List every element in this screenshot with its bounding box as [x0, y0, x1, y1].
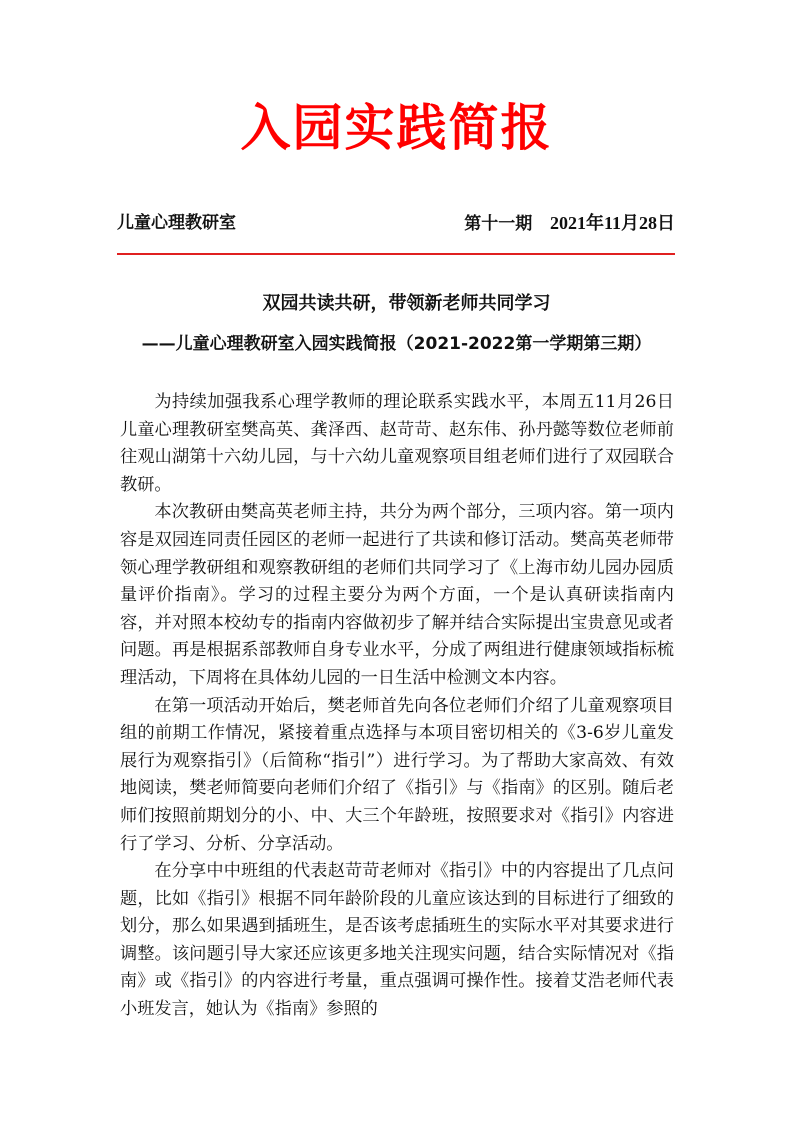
issue-date: 2021年11月28日 [549, 213, 675, 233]
issue-info-row [117, 209, 675, 237]
article-subtitle: ——儿童心理教研室入园实践简报（2021-2022第一学期第三期） [141, 334, 652, 354]
newsletter-masthead: 入园实践简报 [240, 98, 553, 157]
body-paragraph: 为持续加强我系心理学教师的理论联系实践水平，本周五11月26日儿童心理教研室樊高英、龚泽西、赵苛苛、赵东伟、孙丹懿等数位老师前往观山湖第十六幼儿园，与十六幼儿童观察项目组老师们进行了双园联合教研。 [120, 392, 674, 495]
issue-number: 第十一期 [464, 214, 533, 234]
article-body [120, 389, 674, 1024]
article-title: 双园共读共研，带领新老师共同学习 [262, 293, 551, 314]
body-paragraph: 在第一项活动开始后，樊老师首先向各位老师们介绍了儿童观察项目组的前期工作情况，紧接着重点选择与本项目密切相关的《3-6岁儿童发展行为观察指引》（后简称“指引”）进行学习。为了帮助大家高效、有效地阅读，樊老师简要向老师们介绍了《指引》与《指南》的区别。随后老师们按照前期划分的小、中、大三个年龄班，按照要求对《指引》内容进行了学习、分析、分享活动。 [120, 695, 674, 854]
issue-spacer [532, 214, 550, 234]
department-name: 儿童心理教研室 [117, 213, 236, 233]
body-paragraph: 本次教研由樊高英老师主持，共分为两个部分，三项内容。第一项内容是双园连同责任园区的老师一起进行了共读和修订活动。樊高英老师带领心理学教研组和观察教研组的老师们共同学习了《上海市幼儿园办园质量评价指南》。学习的过程主要分为两个方面，一个是认真研读指南内容，并对照本校幼专的指南内容做初步了解并结合实际提出宝贵意见或者问题。再是根据系部教师自身专业水平，分成了两组进行健康领域指标梳理活动，下周将在具体幼儿园的一日生活中检测文本内容。 [120, 502, 674, 688]
header-divider-rule [117, 253, 675, 255]
body-paragraph: 在分享中中班组的代表赵苛苛老师对《指引》中的内容提出了几点问题，比如《指引》根据不同年龄阶段的儿童应该达到的目标进行了细致的划分，那么如果遇到插班生，是否该考虑插班生的实际水平对其要求进行调整。该问题引导大家还应该更多地关注现实问题，结合实际情况对《指南》或《指引》的内容进行考量，重点强调可操作性。接着艾浩老师代表小班发言，她认为《指南》参照的 [120, 861, 674, 1020]
issue-meta [464, 209, 675, 238]
